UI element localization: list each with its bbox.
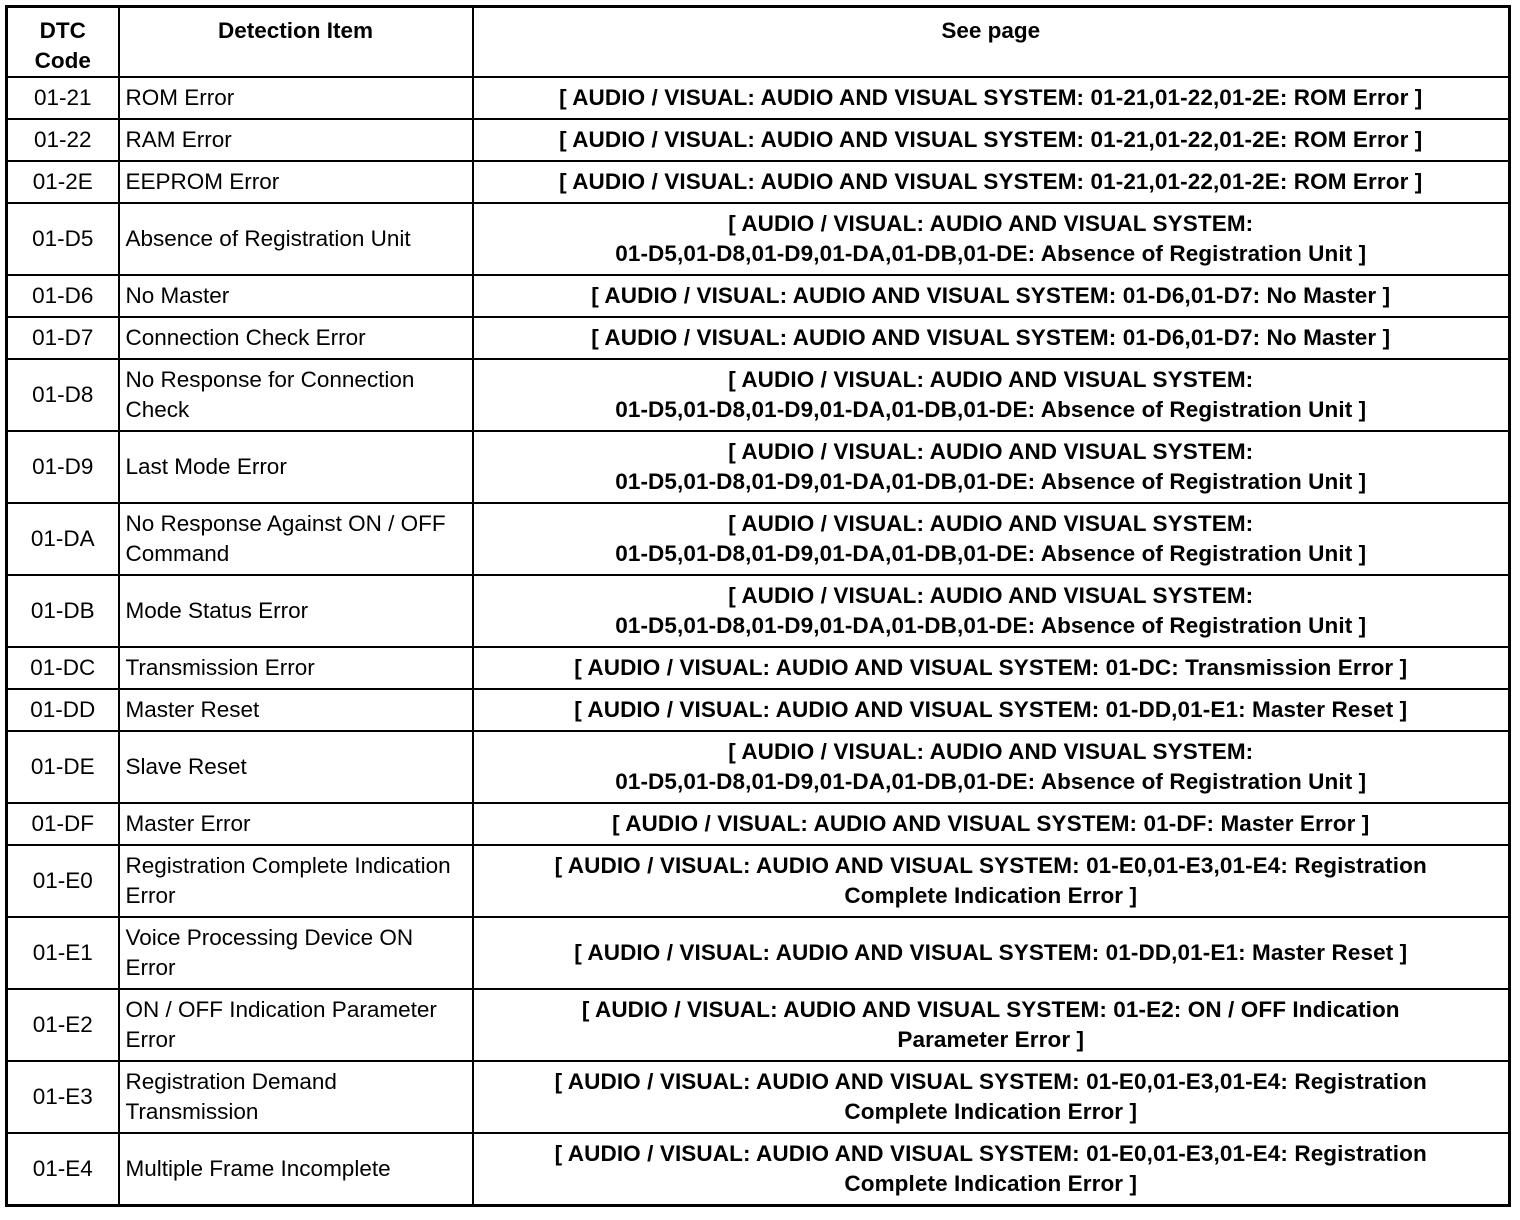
see-page-link-line[interactable]: [ AUDIO / VISUAL: AUDIO AND VISUAL SYSTEM: [728,367,1254,392]
table-row [7,161,1510,203]
dtc-code-cell: 01-E1 [7,917,119,989]
see-page-link-line[interactable]: Parameter Error ] [897,1027,1085,1052]
see-page-link-line[interactable]: [ AUDIO / VISUAL: AUDIO AND VISUAL SYSTEM: 01-E2: ON / OFF Indication [581,997,1400,1022]
detection-item-cell: Multiple Frame Incomplete [119,1133,473,1206]
see-page-cell [473,731,1510,803]
see-page-link-line[interactable]: 01-D5,01-D8,01-D9,01-DA,01-DB,01-DE: Absence of Registration Unit ] [615,397,1367,422]
table-row [7,803,1510,845]
see-page-link-line[interactable]: [ AUDIO / VISUAL: AUDIO AND VISUAL SYSTEM: [728,739,1254,764]
see-page-link-line[interactable]: [ AUDIO / VISUAL: AUDIO AND VISUAL SYSTEM: 01-E0,01-E3,01-E4: Registration [554,1069,1427,1094]
see-page-cell [473,917,1510,989]
detection-item-cell: Master Reset [119,689,473,731]
dtc-code-cell: 01-DA [7,503,119,575]
dtc-code-cell: 01-DC [7,647,119,689]
see-page-cell [473,119,1510,161]
detection-item-cell: ROM Error [119,77,473,119]
see-page-cell [473,845,1510,917]
dtc-code-cell: 01-D7 [7,317,119,359]
see-page-cell [473,77,1510,119]
see-page-link-line[interactable]: 01-D5,01-D8,01-D9,01-DA,01-DB,01-DE: Absence of Registration Unit ] [615,613,1367,638]
see-page-cell [473,803,1510,845]
detection-item-cell: Absence of Registration Unit [119,203,473,275]
dtc-code-cell: 01-E4 [7,1133,119,1206]
table-row [7,1061,1510,1133]
detection-item-cell: Voice Processing Device ON Error [119,917,473,989]
see-page-cell [473,431,1510,503]
see-page-link-line[interactable]: [ AUDIO / VISUAL: AUDIO AND VISUAL SYSTEM: 01-DD,01-E1: Master Reset ] [574,697,1408,722]
table-row [7,845,1510,917]
see-page-link-line[interactable]: 01-D5,01-D8,01-D9,01-DA,01-DB,01-DE: Absence of Registration Unit ] [615,769,1367,794]
table-row [7,575,1510,647]
detection-item-cell: Registration Complete Indication Error [119,845,473,917]
detection-item-cell: Mode Status Error [119,575,473,647]
dtc-code-cell: 01-D8 [7,359,119,431]
dtc-code-cell: 01-D9 [7,431,119,503]
see-page-link-line[interactable]: Complete Indication Error ] [844,1171,1138,1196]
table-row [7,731,1510,803]
see-page-link-line[interactable]: Complete Indication Error ] [844,1099,1138,1124]
table-header [7,7,1510,78]
dtc-code-cell: 01-2E [7,161,119,203]
see-page-link-line[interactable]: [ AUDIO / VISUAL: AUDIO AND VISUAL SYSTEM: 01-DC: Transmission Error ] [574,655,1408,680]
table-row [7,431,1510,503]
dtc-code-cell: 01-E2 [7,989,119,1061]
see-page-cell [473,575,1510,647]
detection-item-cell: EEPROM Error [119,161,473,203]
see-page-link-line[interactable]: [ AUDIO / VISUAL: AUDIO AND VISUAL SYSTEM: 01-E0,01-E3,01-E4: Registration [554,853,1427,878]
see-page-cell [473,275,1510,317]
table-row [7,275,1510,317]
dtc-code-cell: 01-DF [7,803,119,845]
see-page-link-line[interactable]: [ AUDIO / VISUAL: AUDIO AND VISUAL SYSTEM: 01-21,01-22,01-2E: ROM Error ] [559,127,1423,152]
see-page-link-line[interactable]: 01-D5,01-D8,01-D9,01-DA,01-DB,01-DE: Absence of Registration Unit ] [615,469,1367,494]
table-row [7,689,1510,731]
see-page-link-line[interactable]: Complete Indication Error ] [844,883,1138,908]
see-page-link-line[interactable]: [ AUDIO / VISUAL: AUDIO AND VISUAL SYSTEM: 01-21,01-22,01-2E: ROM Error ] [559,85,1423,110]
table-row [7,989,1510,1061]
table-row [7,917,1510,989]
see-page-link-line[interactable]: [ AUDIO / VISUAL: AUDIO AND VISUAL SYSTEM: 01-DD,01-E1: Master Reset ] [574,940,1408,965]
detection-item-cell: No Response Against ON / OFF Command [119,503,473,575]
dtc-code-cell: 01-D6 [7,275,119,317]
header-detection-item: Detection Item [119,7,473,78]
detection-item-cell: RAM Error [119,119,473,161]
see-page-link-line[interactable]: 01-D5,01-D8,01-D9,01-DA,01-DB,01-DE: Absence of Registration Unit ] [615,241,1367,266]
table-row [7,647,1510,689]
table-row [7,1133,1510,1206]
table-row [7,77,1510,119]
dtc-code-cell: 01-D5 [7,203,119,275]
see-page-link-line[interactable]: [ AUDIO / VISUAL: AUDIO AND VISUAL SYSTEM: 01-E0,01-E3,01-E4: Registration [554,1141,1427,1166]
dtc-code-cell: 01-E3 [7,1061,119,1133]
detection-item-cell: Last Mode Error [119,431,473,503]
detection-item-cell: No Response for Connection Check [119,359,473,431]
see-page-link-line[interactable]: [ AUDIO / VISUAL: AUDIO AND VISUAL SYSTEM: [728,511,1254,536]
see-page-link-line[interactable]: 01-D5,01-D8,01-D9,01-DA,01-DB,01-DE: Absence of Registration Unit ] [615,541,1367,566]
see-page-cell [473,317,1510,359]
header-see-page: See page [473,7,1510,78]
detection-item-cell: No Master [119,275,473,317]
see-page-link-line[interactable]: [ AUDIO / VISUAL: AUDIO AND VISUAL SYSTEM: 01-DF: Master Error ] [612,811,1370,836]
detection-item-cell: Registration Demand Transmission [119,1061,473,1133]
table-row [7,503,1510,575]
dtc-code-cell: 01-E0 [7,845,119,917]
see-page-cell [473,1133,1510,1206]
dtc-code-cell: 01-21 [7,77,119,119]
detection-item-cell: Master Error [119,803,473,845]
table-row [7,317,1510,359]
see-page-link-line[interactable]: [ AUDIO / VISUAL: AUDIO AND VISUAL SYSTEM: [728,583,1254,608]
header-dtc-code [7,7,119,78]
dtc-table [5,5,1511,1207]
detection-item-cell: Transmission Error [119,647,473,689]
see-page-cell [473,989,1510,1061]
table-row [7,359,1510,431]
see-page-cell [473,689,1510,731]
table-row [7,119,1510,161]
see-page-cell [473,1061,1510,1133]
see-page-cell [473,647,1510,689]
detection-item-cell: Connection Check Error [119,317,473,359]
dtc-code-cell: 01-DB [7,575,119,647]
table-body [7,77,1510,1206]
see-page-link-line[interactable]: [ AUDIO / VISUAL: AUDIO AND VISUAL SYSTEM: 01-D6,01-D7: No Master ] [591,325,1391,350]
see-page-cell [473,161,1510,203]
detection-item-cell: ON / OFF Indication Parameter Error [119,989,473,1061]
header-row [7,7,1510,78]
header-dtc-code-line1: DTC [39,18,86,43]
see-page-link-line[interactable]: [ AUDIO / VISUAL: AUDIO AND VISUAL SYSTEM: 01-D6,01-D7: No Master ] [591,283,1391,308]
see-page-cell [473,503,1510,575]
see-page-cell [473,359,1510,431]
dtc-code-cell: 01-DE [7,731,119,803]
see-page-link-line[interactable]: [ AUDIO / VISUAL: AUDIO AND VISUAL SYSTEM: 01-21,01-22,01-2E: ROM Error ] [559,169,1423,194]
dtc-code-cell: 01-DD [7,689,119,731]
table-row [7,203,1510,275]
see-page-link-line[interactable]: [ AUDIO / VISUAL: AUDIO AND VISUAL SYSTEM: [728,439,1254,464]
detection-item-cell: Slave Reset [119,731,473,803]
dtc-code-cell: 01-22 [7,119,119,161]
see-page-link-line[interactable]: [ AUDIO / VISUAL: AUDIO AND VISUAL SYSTEM: [728,211,1254,236]
see-page-cell [473,203,1510,275]
header-dtc-code-line2: Code [34,48,91,73]
